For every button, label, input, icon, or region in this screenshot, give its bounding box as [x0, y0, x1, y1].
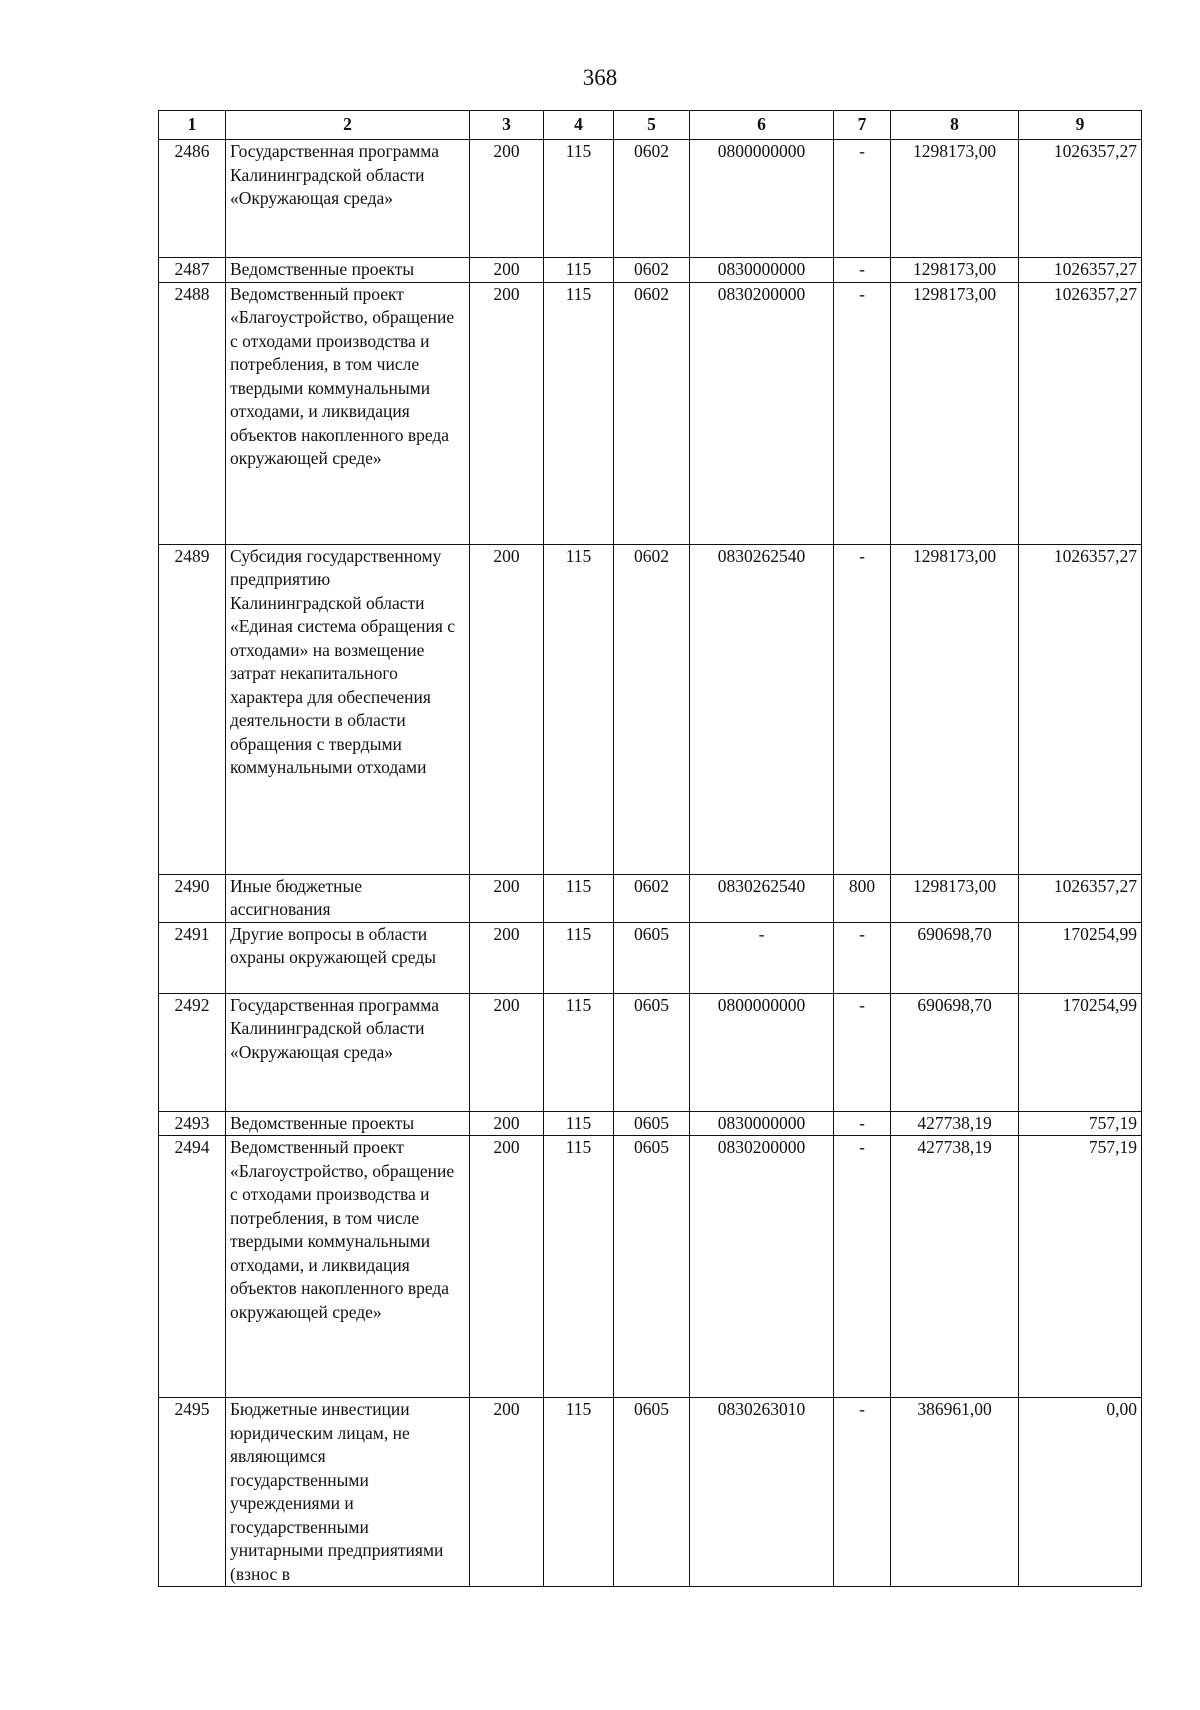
row-name: Бюджетные инвестиции юридическим лицам, не являющимся государственными учреждениями и государственными унитарными предприятиями (взнос в [226, 1398, 470, 1587]
row-amount-9: 0,00 [1019, 1398, 1142, 1587]
row-code-5: 0605 [614, 922, 690, 993]
row-name: Ведомственный проект «Благоустройство, обращение с отходами производства и потребления, в том числе твердыми коммунальными отходами, и ликвидация объектов накопленного вреда окружающей среде» [226, 282, 470, 544]
table-row [159, 544, 1142, 874]
row-amount-8: 1298173,00 [891, 140, 1019, 258]
row-amount-8: 1298173,00 [891, 282, 1019, 544]
header-cell: 7 [834, 111, 891, 140]
row-code-7: - [834, 1136, 891, 1398]
row-amount-9: 170254,99 [1019, 922, 1142, 993]
row-number: 2491 [159, 922, 226, 993]
header-cell: 2 [226, 111, 470, 140]
row-code-3: 200 [470, 1398, 544, 1587]
header-cell: 6 [690, 111, 834, 140]
row-name: Субсидия государственному предприятию Калининградской области «Единая система обращения с отходами» на возмещение затрат некапитального характера для обеспечения деятельности в области обращения с твердыми коммунальными отходами [226, 544, 470, 874]
row-amount-8: 427738,19 [891, 1111, 1019, 1136]
row-code-7: 800 [834, 874, 891, 922]
table-row [159, 1398, 1142, 1587]
row-amount-9: 757,19 [1019, 1136, 1142, 1398]
row-number: 2488 [159, 282, 226, 544]
row-code-7: - [834, 282, 891, 544]
row-code-3: 200 [470, 282, 544, 544]
budget-table [158, 110, 1142, 1587]
row-number: 2492 [159, 993, 226, 1111]
row-code-3: 200 [470, 922, 544, 993]
row-code-7: - [834, 1398, 891, 1587]
row-code-3: 200 [470, 140, 544, 258]
row-code-4: 115 [544, 1111, 614, 1136]
row-code-7: - [834, 258, 891, 283]
header-cell: 9 [1019, 111, 1142, 140]
row-amount-9: 1026357,27 [1019, 544, 1142, 874]
row-code-4: 115 [544, 1136, 614, 1398]
row-code-4: 115 [544, 922, 614, 993]
row-code-3: 200 [470, 258, 544, 283]
table-row [159, 258, 1142, 283]
row-code-6: 0800000000 [690, 993, 834, 1111]
row-code-6: 0830200000 [690, 282, 834, 544]
row-code-6: 0830200000 [690, 1136, 834, 1398]
table-row [159, 874, 1142, 922]
row-code-3: 200 [470, 874, 544, 922]
row-name: Государственная программа Калининградской области «Окружающая среда» [226, 993, 470, 1111]
row-amount-8: 1298173,00 [891, 258, 1019, 283]
row-amount-8: 1298173,00 [891, 874, 1019, 922]
table-row [159, 993, 1142, 1111]
row-code-4: 115 [544, 282, 614, 544]
page-number: 368 [582, 65, 618, 90]
row-code-4: 115 [544, 544, 614, 874]
table-row [159, 922, 1142, 993]
row-code-6: 0800000000 [690, 140, 834, 258]
header-cell: 8 [891, 111, 1019, 140]
row-name: Государственная программа Калининградской области «Окружающая среда» [226, 140, 470, 258]
row-amount-8: 386961,00 [891, 1398, 1019, 1587]
row-code-4: 115 [544, 1398, 614, 1587]
header-cell: 1 [159, 111, 226, 140]
row-number: 2495 [159, 1398, 226, 1587]
row-amount-9: 757,19 [1019, 1111, 1142, 1136]
row-code-6: - [690, 922, 834, 993]
row-code-5: 0602 [614, 874, 690, 922]
table-row [159, 1136, 1142, 1398]
row-number: 2489 [159, 544, 226, 874]
row-code-6: 0830000000 [690, 1111, 834, 1136]
row-code-7: - [834, 993, 891, 1111]
row-amount-8: 1298173,00 [891, 544, 1019, 874]
row-code-4: 115 [544, 258, 614, 283]
row-amount-9: 1026357,27 [1019, 258, 1142, 283]
row-code-6: 0830000000 [690, 258, 834, 283]
table-body [159, 140, 1142, 1587]
row-code-5: 0602 [614, 544, 690, 874]
row-code-3: 200 [470, 1111, 544, 1136]
header-cell: 5 [614, 111, 690, 140]
row-code-4: 115 [544, 140, 614, 258]
row-code-5: 0602 [614, 282, 690, 544]
row-code-7: - [834, 140, 891, 258]
row-code-5: 0605 [614, 993, 690, 1111]
row-amount-9: 170254,99 [1019, 993, 1142, 1111]
row-code-5: 0602 [614, 140, 690, 258]
row-code-5: 0605 [614, 1136, 690, 1398]
row-name: Другие вопросы в области охраны окружающей среды [226, 922, 470, 993]
row-code-3: 200 [470, 1136, 544, 1398]
row-code-5: 0605 [614, 1398, 690, 1587]
row-code-7: - [834, 1111, 891, 1136]
row-code-4: 115 [544, 993, 614, 1111]
row-number: 2493 [159, 1111, 226, 1136]
header-cell: 4 [544, 111, 614, 140]
row-name: Иные бюджетные ассигнования [226, 874, 470, 922]
row-number: 2490 [159, 874, 226, 922]
row-code-5: 0605 [614, 1111, 690, 1136]
row-name: Ведомственные проекты [226, 258, 470, 283]
table-row [159, 140, 1142, 258]
row-code-7: - [834, 922, 891, 993]
row-number: 2486 [159, 140, 226, 258]
table-row [159, 1111, 1142, 1136]
table-header-row [159, 111, 1142, 140]
row-amount-9: 1026357,27 [1019, 282, 1142, 544]
header-cell: 3 [470, 111, 544, 140]
row-code-5: 0602 [614, 258, 690, 283]
row-code-4: 115 [544, 874, 614, 922]
row-amount-8: 690698,70 [891, 922, 1019, 993]
row-amount-8: 427738,19 [891, 1136, 1019, 1398]
row-name: Ведомственные проекты [226, 1111, 470, 1136]
row-number: 2487 [159, 258, 226, 283]
row-amount-8: 690698,70 [891, 993, 1019, 1111]
row-amount-9: 1026357,27 [1019, 874, 1142, 922]
row-code-6: 0830262540 [690, 874, 834, 922]
row-code-6: 0830263010 [690, 1398, 834, 1587]
row-amount-9: 1026357,27 [1019, 140, 1142, 258]
row-name: Ведомственный проект «Благоустройство, обращение с отходами производства и потребления, в том числе твердыми коммунальными отходами, и ликвидация объектов накопленного вреда окружающей среде» [226, 1136, 470, 1398]
row-number: 2494 [159, 1136, 226, 1398]
row-code-3: 200 [470, 993, 544, 1111]
row-code-3: 200 [470, 544, 544, 874]
table-row [159, 282, 1142, 544]
row-code-6: 0830262540 [690, 544, 834, 874]
row-code-7: - [834, 544, 891, 874]
